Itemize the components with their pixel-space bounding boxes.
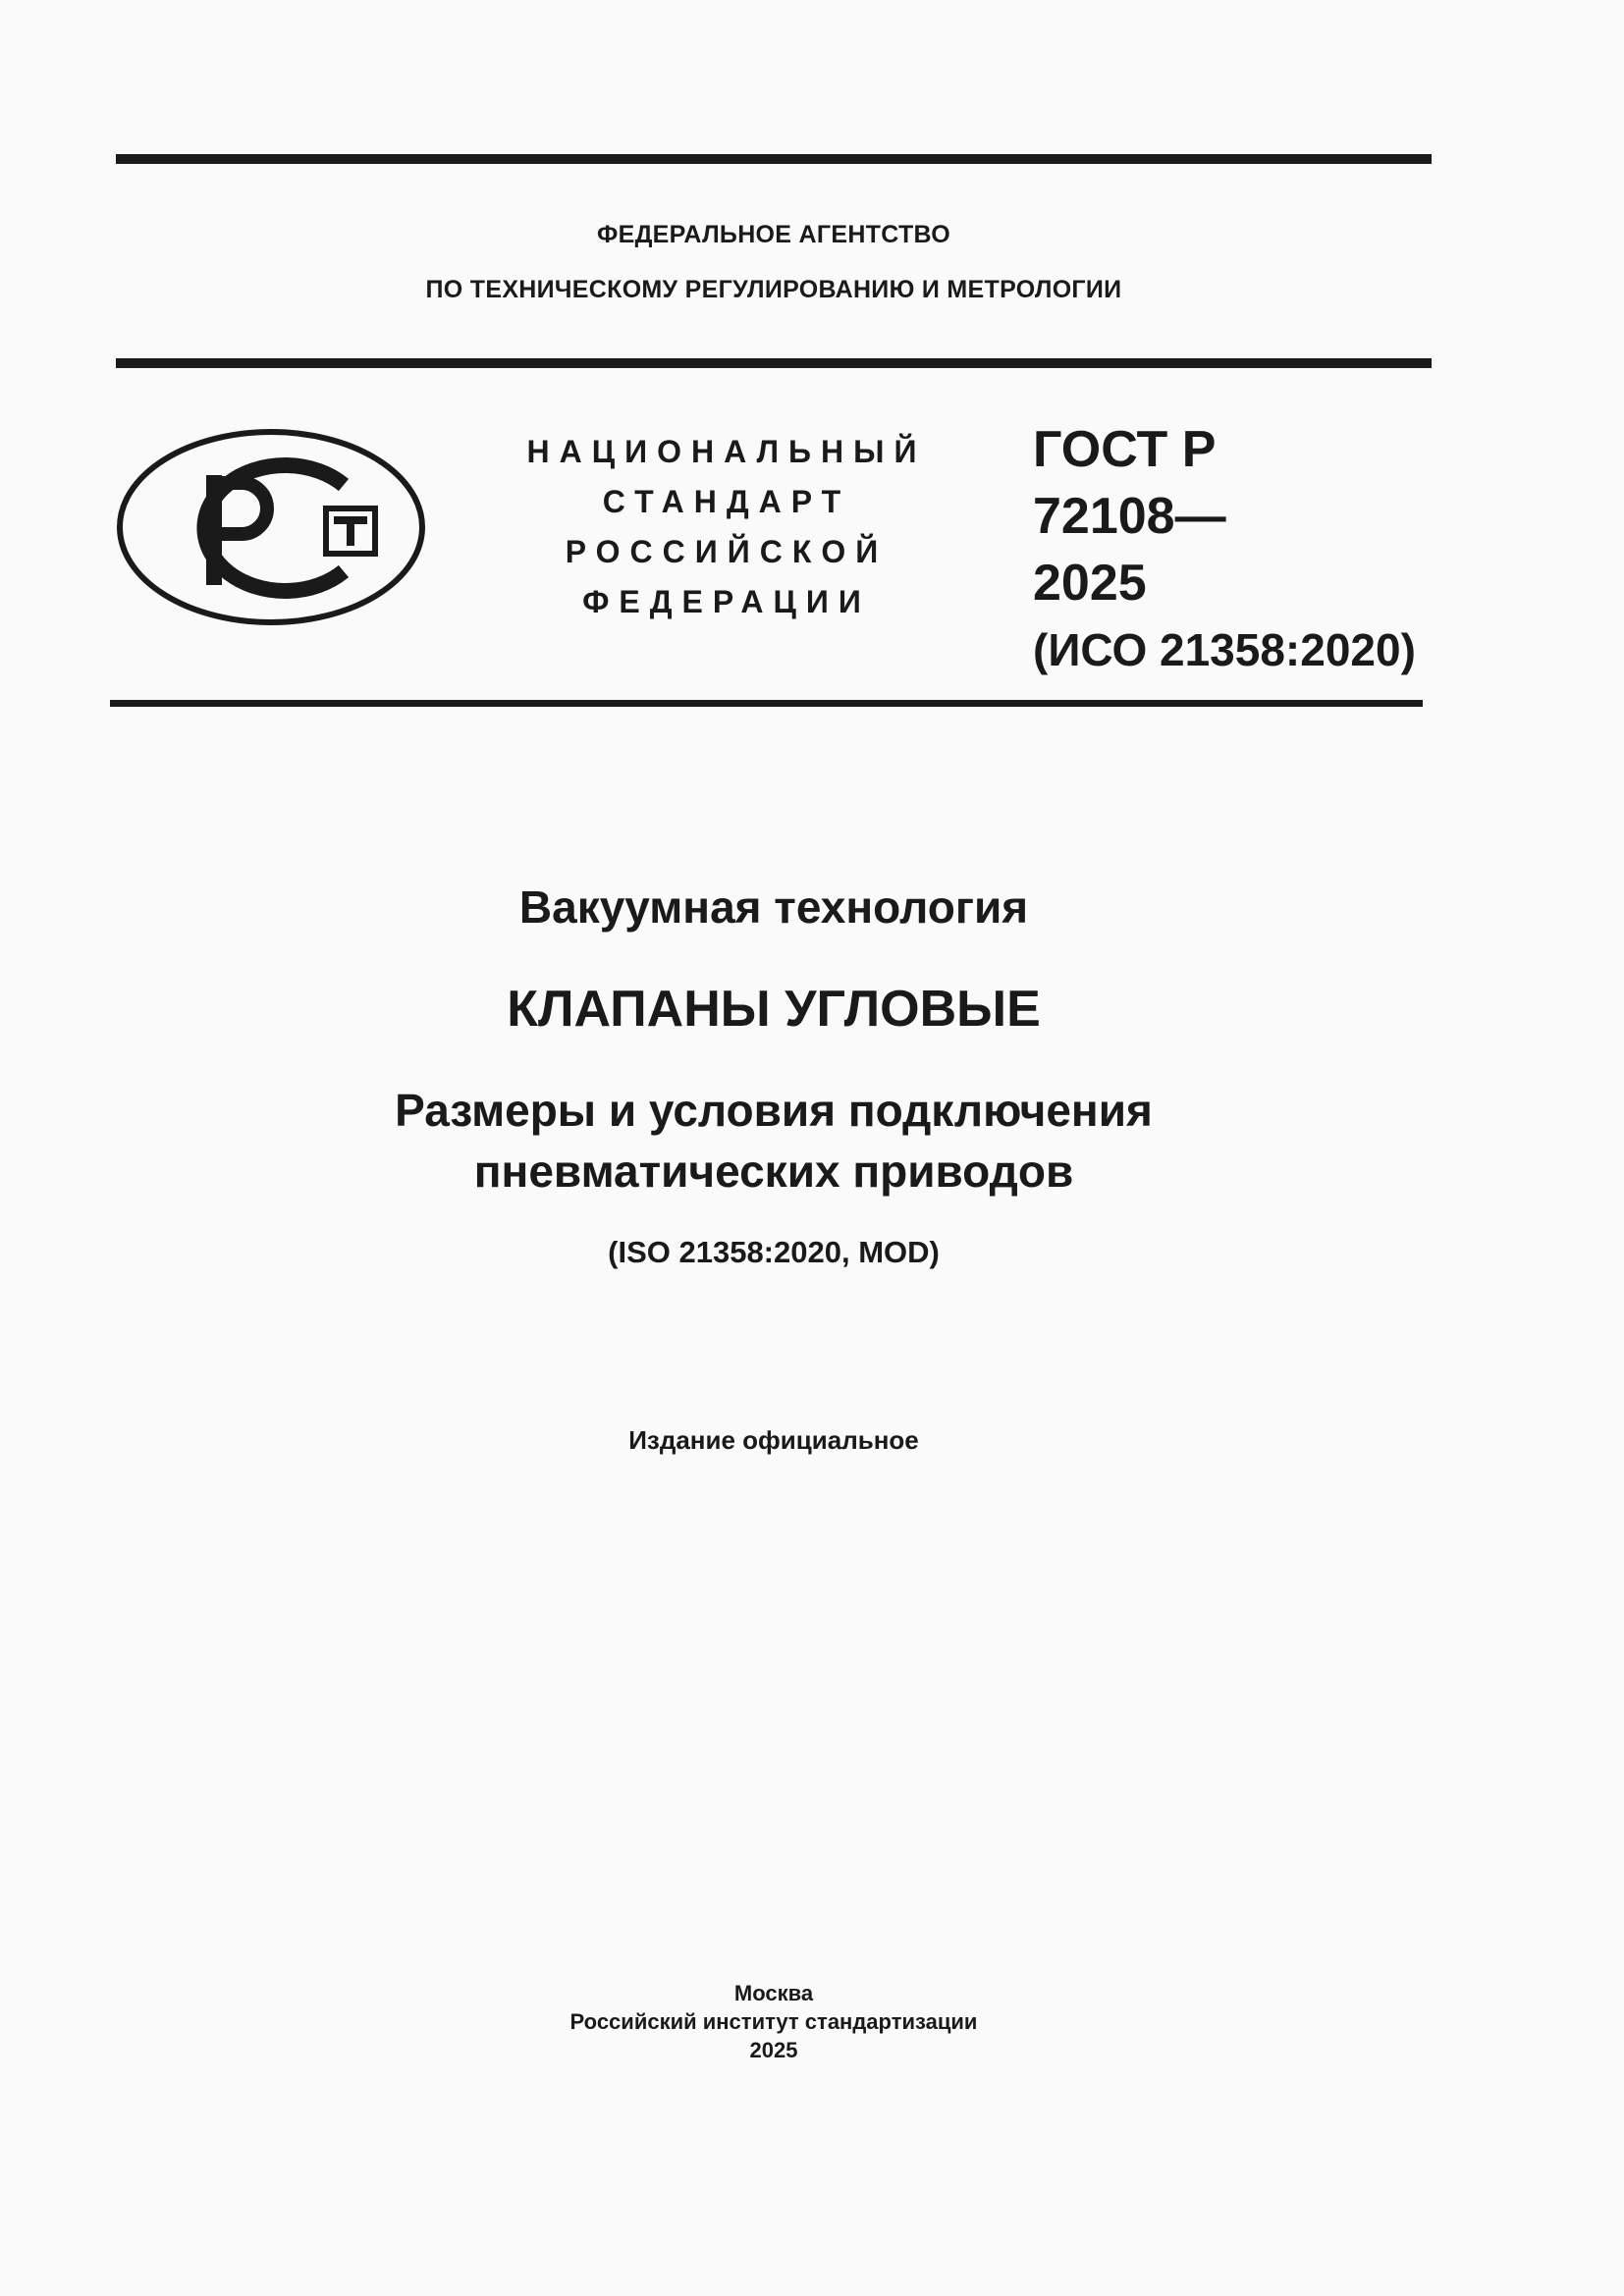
imprint-publisher: Российский институт стандартизации: [569, 2009, 978, 2034]
national-standard-line4: ФЕДЕРАЦИИ: [582, 584, 871, 619]
middle-rule: [116, 358, 1432, 368]
edition-label: Издание официальное: [628, 1425, 919, 1455]
designation-iso-reference: (ИСО 21358:2020): [1033, 624, 1416, 675]
national-standard-line2: СТАНДАРТ: [602, 484, 851, 519]
subtitle-line1: Размеры и условия подключения: [395, 1085, 1153, 1136]
imprint-year: 2025: [749, 2038, 798, 2062]
imprint-city: Москва: [733, 1981, 814, 2005]
standard-designation: [1033, 416, 1416, 683]
agency-name-line2: ПО ТЕХНИЧЕСКОМУ РЕГУЛИРОВАНИЮ И МЕТРОЛОГИИ: [425, 276, 1122, 303]
designation-line3: 2025: [1033, 555, 1147, 612]
rst-mark-icon: [116, 428, 426, 626]
designation-line2: 72108—: [1033, 488, 1226, 545]
document-subtitle: [116, 1080, 1432, 1201]
document-field-title: Вакуумная технология: [518, 881, 1029, 933]
subtitle-line2: пневматических приводов: [473, 1146, 1074, 1197]
document-main-title: КЛАПАНЫ УГЛОВЫЕ: [507, 981, 1041, 1038]
national-standard-line1: НАЦИОНАЛЬНЫЙ: [526, 434, 927, 469]
imprint: [116, 1979, 1432, 2064]
agency-name-line1: ФЕДЕРАЛЬНОЕ АГЕНТСТВО: [596, 221, 951, 248]
bottom-rule: [110, 700, 1423, 707]
national-standard-label: [511, 432, 943, 632]
iso-equivalence: (ISO 21358:2020, MOD): [608, 1235, 940, 1269]
national-standard-line3: РОССИЙСКОЙ: [565, 534, 889, 569]
designation-line1: ГОСТ Р: [1033, 421, 1217, 478]
top-rule: [116, 154, 1432, 164]
